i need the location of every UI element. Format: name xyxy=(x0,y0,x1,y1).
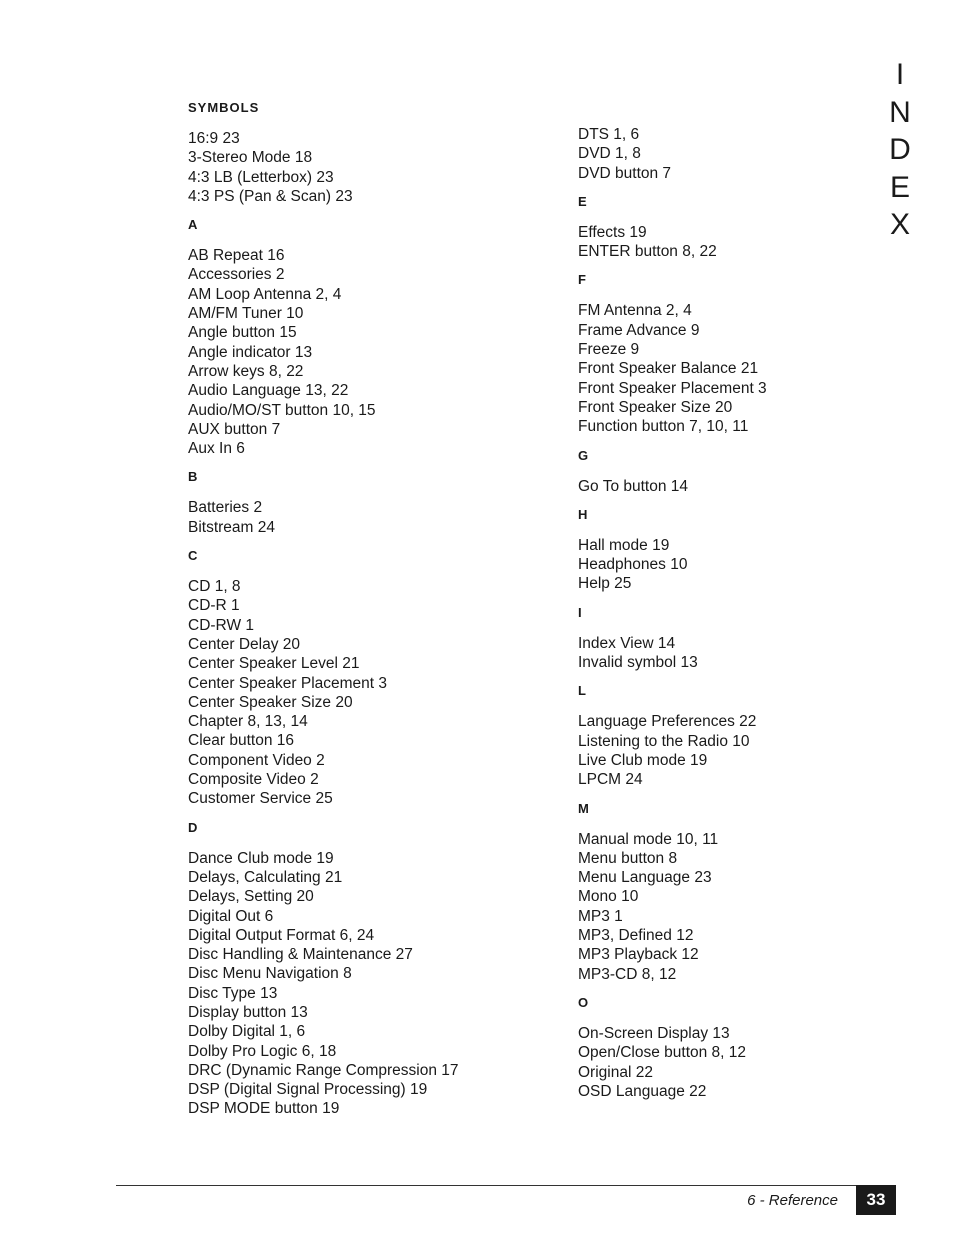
index-entry: Aux In 6 xyxy=(188,440,245,458)
section-heading: G xyxy=(578,447,590,463)
side-title-letter: I xyxy=(895,58,905,91)
footer-divider xyxy=(116,1185,896,1186)
index-entry: DRC (Dynamic Range Compression 17 xyxy=(188,1061,459,1079)
section-heading: B xyxy=(188,469,199,485)
index-entry: Disc Type 13 xyxy=(188,984,278,1002)
index-entry: Live Club mode 19 xyxy=(578,751,708,769)
index-entry: Effects 19 xyxy=(578,223,647,241)
side-title-letter: X xyxy=(889,208,910,241)
index-entry: Front Speaker Placement 3 xyxy=(578,379,767,397)
index-entry: Mono 10 xyxy=(578,888,639,906)
footer-section-label: 6 - Reference xyxy=(747,1192,838,1209)
index-entry: Chapter 8, 13, 14 xyxy=(188,713,308,731)
section-heading: O xyxy=(578,994,590,1010)
index-entry: Go To button 14 xyxy=(578,477,689,495)
index-entry: Dance Club mode 19 xyxy=(188,849,334,867)
index-column-left xyxy=(188,96,558,1128)
index-entry: Batteries 2 xyxy=(188,499,263,517)
index-entry: MP3 1 xyxy=(578,907,623,925)
index-entry: Clear button 16 xyxy=(188,732,294,750)
index-entry: Composite Video 2 xyxy=(188,771,319,789)
index-section xyxy=(188,818,558,1119)
index-section xyxy=(578,681,908,789)
index-column-right xyxy=(578,125,908,1110)
index-entry: Language Preferences 22 xyxy=(578,713,757,731)
section-heading: E xyxy=(578,193,588,209)
index-entry: Front Speaker Size 20 xyxy=(578,398,733,416)
index-entry: CD 1, 8 xyxy=(188,578,241,596)
index-section xyxy=(188,98,558,206)
section-heading: A xyxy=(188,217,199,233)
index-entry: Delays, Setting 20 xyxy=(188,888,314,906)
section-heading: D xyxy=(188,819,199,835)
index-entry: 4:3 PS (Pan & Scan) 23 xyxy=(188,187,353,205)
index-entry: Center Speaker Size 20 xyxy=(188,693,353,711)
index-entry: Menu Language 23 xyxy=(578,869,712,887)
index-entry: ENTER button 8, 22 xyxy=(578,243,717,261)
side-title-letter: E xyxy=(889,170,910,204)
index-section xyxy=(188,215,558,458)
index-entry: Digital Output Format 6, 24 xyxy=(188,926,375,944)
index-entry: LPCM 24 xyxy=(578,771,643,789)
index-entry: AM/FM Tuner 10 xyxy=(188,305,304,323)
index-entry: Audio Language 13, 22 xyxy=(188,382,349,400)
index-entry: DVD 1, 8 xyxy=(578,145,641,163)
index-entry: DSP MODE button 19 xyxy=(188,1100,340,1118)
index-entry: Invalid symbol 13 xyxy=(578,654,698,672)
index-entry: Dolby Digital 1, 6 xyxy=(188,1023,306,1041)
index-entry: Frame Advance 9 xyxy=(578,321,700,339)
page-number: 33 xyxy=(856,1185,896,1215)
index-entry: Center Speaker Placement 3 xyxy=(188,674,388,692)
section-heading: F xyxy=(578,272,587,288)
index-entry: Open/Close button 8, 12 xyxy=(578,1044,747,1062)
index-entry: Display button 13 xyxy=(188,1003,308,1021)
side-title-letter: N xyxy=(889,95,911,129)
index-entry: Dolby Pro Logic 6, 18 xyxy=(188,1042,337,1060)
index-entry: Arrow keys 8, 22 xyxy=(188,362,304,380)
index-entry: Accessories 2 xyxy=(188,266,285,284)
index-entry: DVD button 7 xyxy=(578,164,672,182)
index-entry: CD-R 1 xyxy=(188,597,240,615)
index-entry: FM Antenna 2, 4 xyxy=(578,302,692,320)
index-entry: CD-RW 1 xyxy=(188,616,255,634)
index-entry: Center Delay 20 xyxy=(188,635,301,653)
index-entry: Manual mode 10, 11 xyxy=(578,830,719,848)
index-entry: 16:9 23 xyxy=(188,130,240,147)
index-entry: MP3 Playback 12 xyxy=(578,946,699,964)
index-entry: AB Repeat 16 xyxy=(188,247,285,265)
index-entry: Help 25 xyxy=(578,575,632,593)
index-section xyxy=(578,192,908,262)
index-entry: 4:3 LB (Letterbox) 23 xyxy=(188,168,334,186)
index-entry: Listening to the Radio 10 xyxy=(578,732,750,750)
index-section xyxy=(578,125,908,183)
index-entry: Customer Service 25 xyxy=(188,790,333,808)
index-entry: AUX button 7 xyxy=(188,420,281,438)
index-entry: OSD Language 22 xyxy=(578,1082,707,1100)
index-section xyxy=(578,993,908,1101)
section-heading: C xyxy=(188,548,199,564)
index-entry: Disc Handling & Maintenance 27 xyxy=(188,946,413,964)
index-entry: Original 22 xyxy=(578,1063,653,1081)
index-entry: Index View 14 xyxy=(578,634,676,652)
index-entry: Menu button 8 xyxy=(578,849,678,867)
index-section xyxy=(578,505,908,594)
index-entry: AM Loop Antenna 2, 4 xyxy=(188,285,342,303)
index-section xyxy=(578,270,908,436)
index-entry: MP3-CD 8, 12 xyxy=(578,965,677,983)
section-heading: I xyxy=(578,604,583,620)
section-heading: SYMBOLS xyxy=(188,100,260,115)
section-heading: M xyxy=(578,800,590,816)
index-section xyxy=(578,603,908,673)
index-entry: DTS 1, 6 xyxy=(578,126,640,143)
index-entry: Hall mode 19 xyxy=(578,536,670,554)
index-entry: MP3, Defined 12 xyxy=(578,927,694,945)
index-entry: Digital Out 6 xyxy=(188,907,274,925)
index-entry: Disc Menu Navigation 8 xyxy=(188,965,352,983)
index-entry: Angle button 15 xyxy=(188,324,297,342)
index-entry: Freeze 9 xyxy=(578,341,640,359)
index-entry: Delays, Calculating 21 xyxy=(188,868,343,886)
index-section xyxy=(578,446,908,496)
index-entry: On-Screen Display 13 xyxy=(578,1024,730,1042)
index-entry: Center Speaker Level 21 xyxy=(188,655,360,673)
section-heading: H xyxy=(578,506,589,522)
index-entry: Headphones 10 xyxy=(578,556,688,574)
section-heading: L xyxy=(578,683,587,699)
index-section xyxy=(188,467,558,537)
index-entry: Front Speaker Balance 21 xyxy=(578,360,759,378)
index-entry: Bitstream 24 xyxy=(188,518,276,536)
index-entry: Component Video 2 xyxy=(188,751,325,769)
side-title-letter: D xyxy=(889,133,911,166)
index-section xyxy=(578,799,908,984)
index-entry: Audio/MO/ST button 10, 15 xyxy=(188,401,376,419)
index-entry: Function button 7, 10, 11 xyxy=(578,418,749,436)
index-entry: DSP (Digital Signal Processing) 19 xyxy=(188,1081,428,1099)
index-section xyxy=(188,546,558,809)
index-entry: Angle indicator 13 xyxy=(188,343,313,361)
index-entry: 3-Stereo Mode 18 xyxy=(188,149,313,167)
